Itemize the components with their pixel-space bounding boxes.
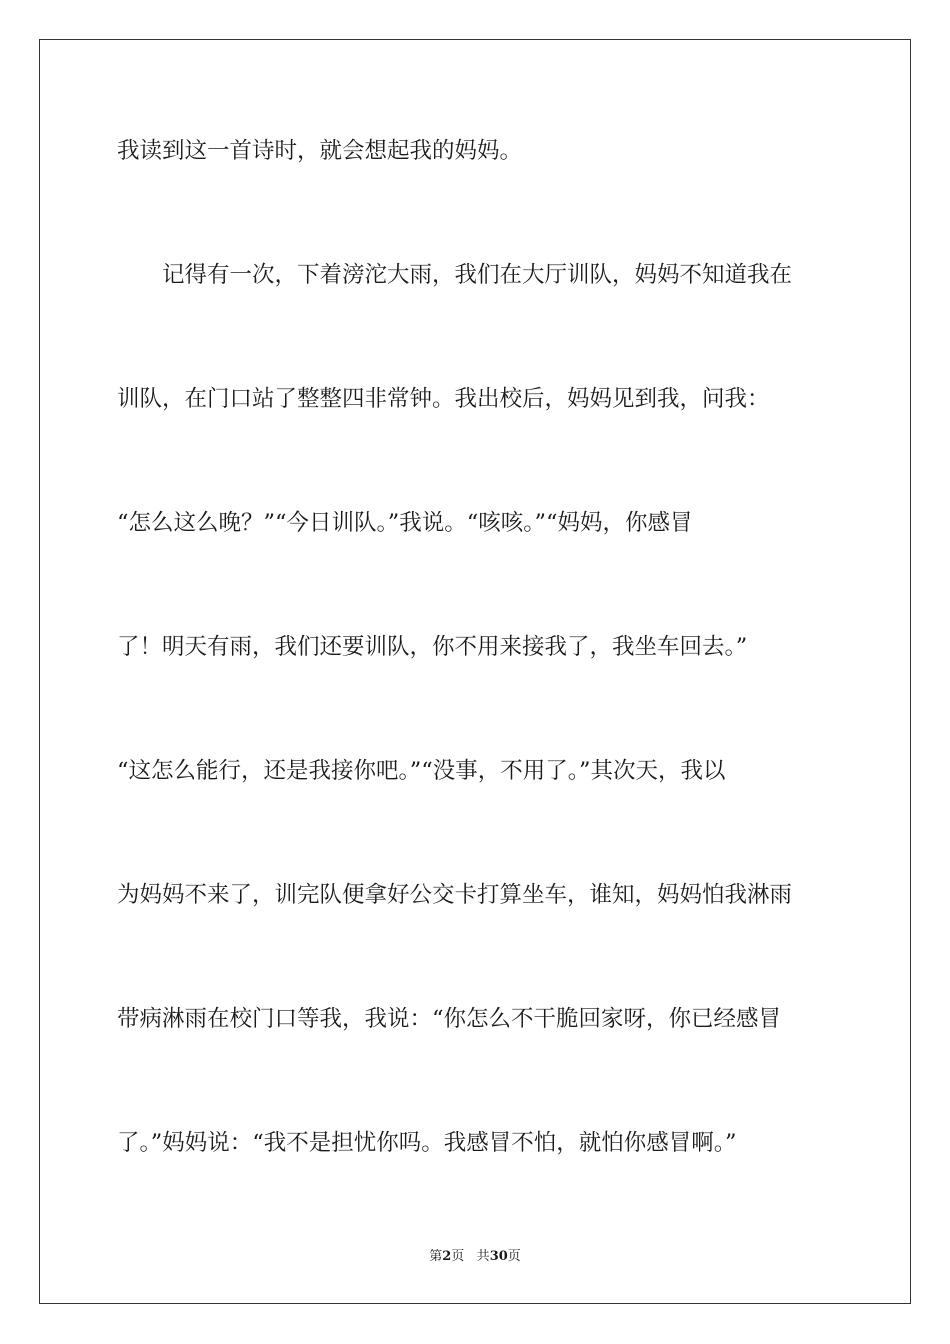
text-line: 带病淋雨在校门口等我，我说：“你怎么不干脆回家呀，你已经感冒 xyxy=(117,1006,782,1032)
text-line: 我读到这一首诗时，就会想起我的妈妈。 xyxy=(117,138,523,164)
text-line: “怎么这么晚？”“今日训队。”我说。“咳咳。”“妈妈，你感冒 xyxy=(117,510,693,536)
total-suffix: 页 xyxy=(507,1249,521,1264)
page-number: 2 xyxy=(442,1249,452,1264)
text-line: 记得有一次，下着滂沱大雨，我们在大厅训队，妈妈不知道我在 xyxy=(117,262,793,288)
text-line: 为妈妈不来了，训完队便拿好公交卡打算坐车，谁知，妈妈怕我淋雨 xyxy=(117,882,793,908)
text-line: “这怎么能行，还是我接你吧。”“没事，不用了。”其次天，我以 xyxy=(117,758,726,784)
total-prefix: 共 xyxy=(476,1249,490,1264)
page-footer xyxy=(0,1248,950,1266)
page-prefix: 第 xyxy=(429,1249,443,1264)
total-pages: 30 xyxy=(489,1249,508,1264)
text-line: 了。”妈妈说：“我不是担忧你吗。我感冒不怕，就怕你感冒啊。” xyxy=(117,1130,737,1156)
text-line: 了！明天有雨，我们还要训队，你不用来接我了，我坐车回去。” xyxy=(117,634,748,660)
text-line: 训队，在门口站了整整四非常钟。我出校后，妈妈见到我，问我： xyxy=(117,386,770,412)
page-suffix: 页 xyxy=(451,1249,465,1264)
page-border xyxy=(39,39,911,1304)
